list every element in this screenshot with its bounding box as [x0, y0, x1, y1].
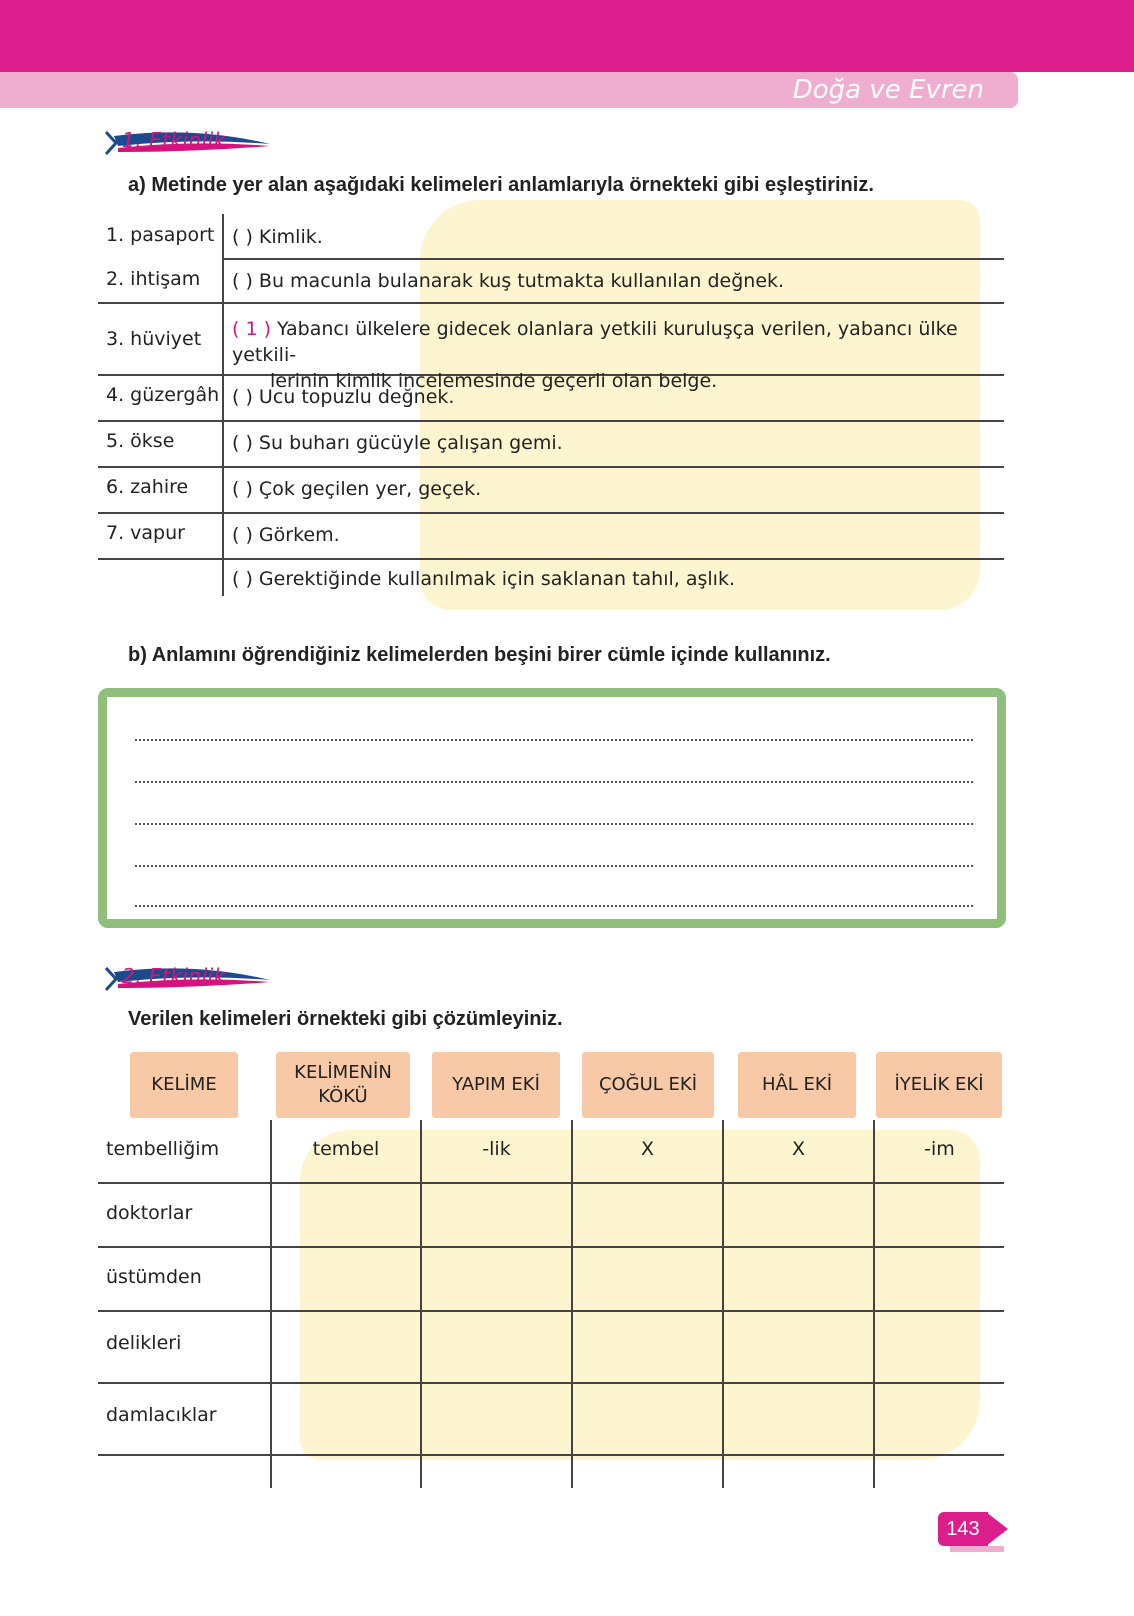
analysis-word: üstümden	[106, 1266, 202, 1288]
header-word	[130, 1052, 238, 1118]
header-root-line2: KÖKÜ	[318, 1086, 368, 1107]
match-meaning-cell	[232, 522, 1008, 548]
header-plural-label: ÇOĞUL EKİ	[598, 1074, 698, 1095]
match-meaning-cell	[232, 566, 1008, 592]
match-meaning-cell	[232, 316, 1008, 394]
grid-row	[98, 1454, 1004, 1456]
header-possessive-label: İYELİK EKİ	[894, 1074, 984, 1095]
grid-col	[420, 1120, 422, 1488]
activity2-instruction: Verilen kelimeleri örnekteki gibi çözümleyiniz.	[128, 1008, 563, 1030]
analysis-word: delikleri	[106, 1332, 182, 1354]
match-word: 2. ihtişam	[106, 268, 201, 290]
match-rule	[98, 558, 1004, 560]
grid-row	[98, 1310, 1004, 1312]
match-word: 6. zahire	[106, 476, 189, 498]
grid-col	[722, 1120, 724, 1488]
match-rule	[98, 512, 1004, 514]
unit-title: Doğa ve Evren	[792, 75, 984, 105]
analysis-root[interactable]: tembel	[312, 1138, 380, 1160]
header-case-label: HÂL EKİ	[761, 1074, 833, 1095]
header-derivational	[432, 1052, 560, 1118]
match-meaning: Çok geçilen yer, geçek.	[258, 478, 482, 500]
match-rule	[98, 466, 1004, 468]
grid-col	[270, 1120, 272, 1488]
match-meaning-cell	[232, 268, 1008, 294]
match-meaning: Gerektiğinde kullanılmak için saklanan tahıl, aşlık.	[258, 568, 736, 590]
header-possessive	[876, 1052, 1002, 1118]
header-root-label	[294, 1061, 392, 1109]
header-root-line1: KELİMENİN	[294, 1062, 392, 1083]
grid-col	[571, 1120, 573, 1488]
analysis-derivational[interactable]: -lik	[482, 1138, 511, 1160]
answer-paren[interactable]: ( )	[232, 270, 253, 292]
header-root	[276, 1052, 410, 1118]
writing-line[interactable]	[135, 823, 973, 825]
writing-line[interactable]	[135, 781, 973, 783]
match-word: 7. vapur	[106, 522, 185, 544]
writing-line[interactable]	[135, 739, 973, 741]
analysis-possessive[interactable]: -im	[924, 1138, 955, 1160]
match-meaning: Su buharı gücüyle çalışan gemi.	[258, 432, 563, 454]
answer-paren[interactable]: ( )	[232, 478, 253, 500]
answer-paren[interactable]: ( )	[232, 386, 253, 408]
analysis-word: tembelliğim	[106, 1138, 220, 1160]
match-rule	[98, 302, 1004, 304]
activity2-label	[104, 962, 274, 996]
writing-line[interactable]	[135, 865, 973, 867]
header-band	[0, 0, 1134, 72]
match-meaning-continued: lerinin kimlik incelemesinde geçerli olan belge.	[270, 370, 718, 392]
header-plural	[582, 1052, 714, 1118]
grid-row	[98, 1182, 1004, 1184]
activity2-title: 2. Etkinlik	[122, 964, 226, 988]
match-meaning: Yabancı ülkelere gidecek olanlara yetkili kuruluşça verilen, yabancı ülke yetkili-	[232, 318, 958, 366]
match-meaning-cell	[232, 384, 1008, 410]
analysis-plural[interactable]: X	[640, 1138, 655, 1160]
match-rule	[98, 420, 1004, 422]
match-meaning: Kimlik.	[258, 226, 323, 248]
match-word: 4. güzergâh	[106, 384, 220, 406]
match-word: 5. ökse	[106, 430, 175, 452]
match-word: 3. hüviyet	[106, 328, 202, 350]
page-number-underline	[950, 1546, 1004, 1552]
activity1-label	[104, 126, 274, 160]
answer-paren[interactable]: ( )	[232, 568, 253, 590]
analysis-word: damlacıklar	[106, 1404, 217, 1426]
header-case	[738, 1052, 856, 1118]
header-derivational-label: YAPIM EKİ	[452, 1074, 540, 1095]
match-divider	[222, 214, 224, 596]
grid-col	[873, 1120, 875, 1488]
sentence-writing-box	[98, 688, 1006, 928]
background-wash	[300, 1130, 980, 1460]
activity1-title: 1. Etkinlik	[122, 128, 226, 152]
activity1-instruction-b: b) Anlamını öğrendiğiniz kelimelerden beşini birer cümle içinde kullanınız.	[128, 644, 831, 666]
match-meaning-cell	[232, 430, 1008, 456]
match-meaning: Ucu topuzlu değnek.	[258, 386, 455, 408]
match-meaning: Bu macunla bulanarak kuş tutmakta kullanılan değnek.	[258, 270, 785, 292]
answer-paren[interactable]: ( )	[232, 432, 253, 454]
answer-paren[interactable]: ( )	[232, 524, 253, 546]
analysis-word: doktorlar	[106, 1202, 193, 1224]
match-meaning: Görkem.	[258, 524, 340, 546]
grid-row	[98, 1246, 1004, 1248]
grid-row	[98, 1382, 1004, 1384]
match-rule	[222, 258, 1004, 260]
answer-paren[interactable]: ( )	[232, 226, 253, 248]
match-word: 1. pasaport	[106, 224, 215, 246]
activity1-instruction-a: a) Metinde yer alan aşağıdaki kelimeleri anlamlarıyla örnekteki gibi eşleştiriniz.	[128, 174, 874, 196]
header-word-label: KELİME	[151, 1074, 217, 1095]
match-meaning-cell	[232, 476, 1008, 502]
match-meaning-cell	[232, 224, 1008, 250]
analysis-case[interactable]: X	[791, 1138, 806, 1160]
page-number: 143	[938, 1512, 988, 1546]
answer-paren[interactable]: ( 1 )	[232, 318, 271, 340]
writing-line[interactable]	[135, 905, 973, 907]
page-number-arrow	[986, 1512, 1008, 1546]
